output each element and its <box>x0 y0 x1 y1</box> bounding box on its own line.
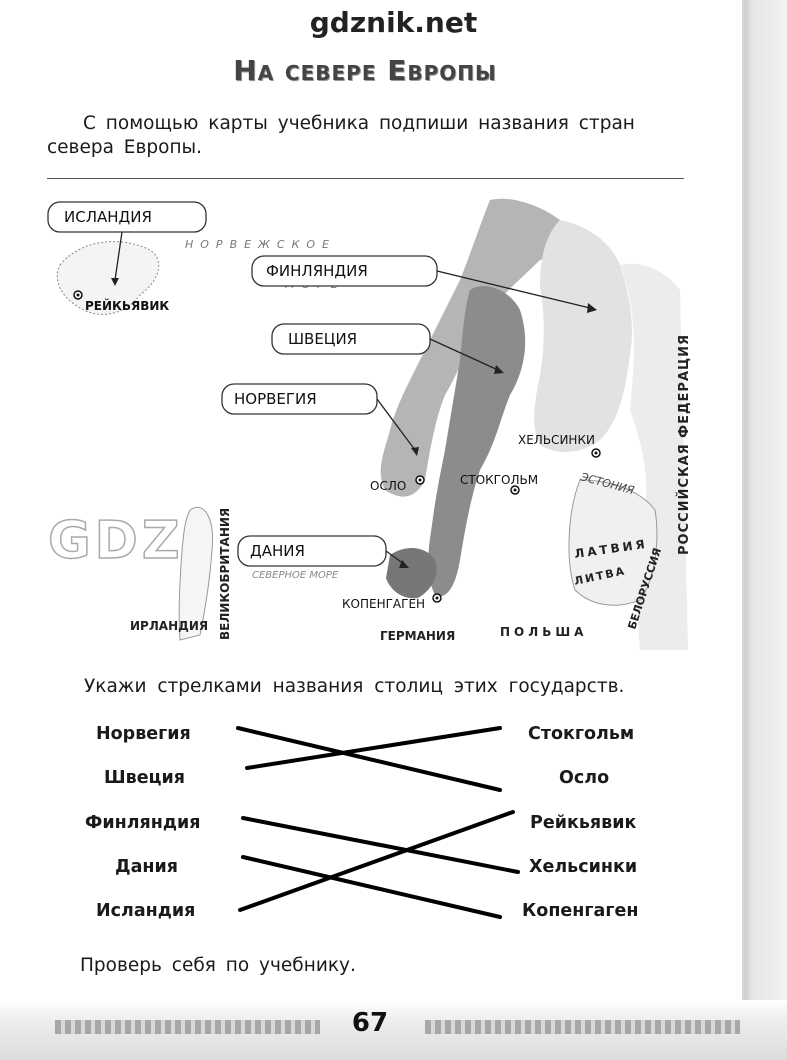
country-denmark: Дания <box>115 857 178 877</box>
capital-copenhagen: Копенгаген <box>522 901 639 921</box>
country-iceland: Исландия <box>96 901 196 921</box>
country-sweden: Швеция <box>104 768 186 788</box>
sea-norwegian: НОРВЕЖСКОЕ <box>185 238 337 251</box>
task-instruction-1: С помощью карты учебника подпиши названия стран севера Европы. <box>47 113 635 158</box>
match-line-denmark-copenhagen <box>243 857 500 917</box>
label-norway: НОРВЕГИЯ <box>234 390 317 408</box>
city-stockholm: СТОКГОЛЬМ <box>460 473 539 487</box>
sea-north: СЕВЕРНОЕ МОРЕ <box>252 570 339 581</box>
label-iceland: ИСЛАНДИЯ <box>64 208 152 226</box>
label-denmark: ДАНИЯ <box>250 542 305 560</box>
country-norway: Норвегия <box>96 724 191 744</box>
label-belarus: БЕЛОРУССИЯ <box>625 546 665 631</box>
gdz-watermark: GDZ <box>48 511 184 571</box>
page-title: На севере Европы <box>233 54 497 87</box>
capital-reykjavik: Рейкьявик <box>530 813 637 833</box>
label-lithuania: ЛИТВА <box>572 564 628 588</box>
footer-decoration-right <box>425 1020 740 1034</box>
label-germany: ГЕРМАНИЯ <box>380 629 456 643</box>
site-watermark: gdznik.net <box>309 6 478 39</box>
city-copenhagen: КОПЕНГАГЕН <box>342 597 426 611</box>
label-russia: РОССИЙСКАЯ ФЕДЕРАЦИЯ <box>677 334 692 555</box>
footer-decoration-left <box>55 1020 320 1034</box>
label-poland: ПОЛЬША <box>500 625 588 639</box>
capital-oslo: Осло <box>559 768 610 788</box>
label-ireland: ИРЛАНДИЯ <box>130 619 209 633</box>
capital-stockholm: Стокгольм <box>528 724 635 744</box>
country-finland: Финляндия <box>85 813 201 833</box>
match-line-norway-oslo <box>238 728 500 790</box>
city-reykjavik: РЕЙКЬЯВИК <box>85 299 170 313</box>
capital-helsinki: Хельсинки <box>529 857 638 877</box>
label-estonia: ЭСТОНИЯ <box>579 470 636 498</box>
page-number: 67 <box>351 1008 389 1038</box>
city-oslo: ОСЛО <box>370 479 407 493</box>
task-instruction-2: Укажи стрелками названия столиц этих государств. <box>84 676 625 697</box>
label-latvia: ЛАТВИЯ <box>573 536 649 561</box>
label-sweden: ШВЕЦИЯ <box>288 330 358 348</box>
task-instruction-3: Проверь себя по учебнику. <box>80 955 356 976</box>
label-finland: ФИНЛЯНДИЯ <box>266 262 368 280</box>
label-britain: ВЕЛИКОБРИТАНИЯ <box>218 507 232 640</box>
city-helsinki: ХЕЛЬСИНКИ <box>518 433 595 447</box>
